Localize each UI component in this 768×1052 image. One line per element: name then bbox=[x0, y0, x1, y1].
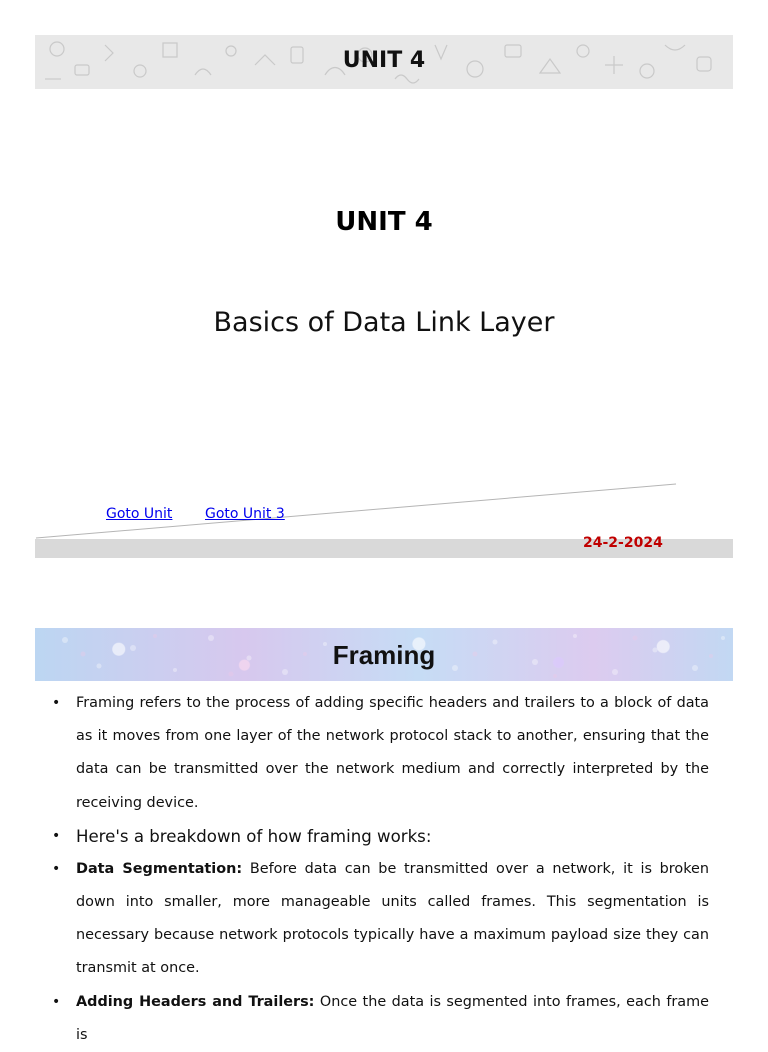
bullet-dot-icon: • bbox=[52, 827, 61, 844]
unit-subtitle: Basics of Data Link Layer bbox=[213, 307, 555, 338]
framing-bullet-list bbox=[52, 687, 709, 1052]
bullet-item bbox=[52, 820, 709, 853]
bullet-text: Before data can be transmitted over a network, it is broken down into smaller, more manageable units called frames. This segmentation is necessary because network protocols typically have a maximum payload size they can transmit at once. bbox=[76, 860, 709, 977]
bullet-bold-text: Adding Headers and Trailers: bbox=[76, 993, 315, 1010]
bullet-item bbox=[52, 687, 709, 820]
framing-header-banner bbox=[35, 628, 733, 681]
bullet-dot-icon: • bbox=[52, 993, 61, 1010]
bullet-item bbox=[52, 853, 709, 986]
goto-unit-link[interactable]: Goto Unit bbox=[106, 506, 173, 522]
bullet-bold-text: Data Segmentation: bbox=[76, 860, 243, 877]
bullet-text: Here's a breakdown of how framing works: bbox=[76, 826, 432, 846]
unit-title: UNIT 4 bbox=[335, 207, 433, 237]
framing-title: Framing bbox=[332, 640, 436, 670]
date-label: 24-2-2024 bbox=[583, 535, 663, 551]
bullet-text: Once the data is segmented into frames, each frame is bbox=[76, 993, 709, 1043]
bullet-item bbox=[52, 986, 709, 1052]
bullet-text: Framing refers to the process of adding specific headers and trailers to a block of data as it moves from one layer of the network protocol stack to another, ensuring that the data can be transmitted over the network medium and correctly interpreted by the receiving device. bbox=[76, 695, 709, 811]
bullet-dot-icon: • bbox=[52, 695, 61, 711]
header-title: UNIT 4 bbox=[342, 48, 426, 73]
goto-unit-3-link[interactable]: Goto Unit 3 bbox=[205, 506, 285, 522]
bullet-dot-icon: • bbox=[52, 860, 61, 877]
